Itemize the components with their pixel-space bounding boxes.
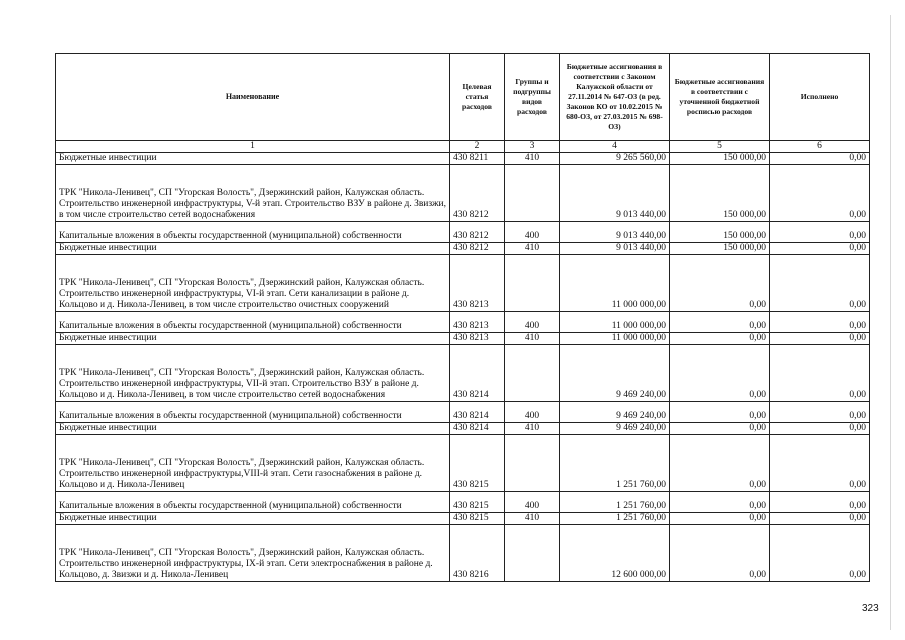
row-code: 430 8216 xyxy=(450,525,505,582)
row-group xyxy=(505,165,560,222)
table-row xyxy=(56,525,870,582)
row-executed: 0,00 xyxy=(770,513,870,525)
row-code: 430 8213 xyxy=(450,333,505,345)
row-code: 430 8214 xyxy=(450,345,505,402)
budget-table xyxy=(55,53,870,582)
row-name: ТРК "Никола-Ленивец", СП "Угорская Волость", Дзержинский район, Калужская область. Строительство инженерной инфраструктуры, V-й этап. Строительство ВЗУ в районе д. Звизжи, в том числе строительство сетей водоснабжения xyxy=(56,165,450,222)
row-executed: 0,00 xyxy=(770,255,870,312)
row-group xyxy=(505,525,560,582)
row-refined: 0,00 xyxy=(670,492,770,513)
row-name: Капитальные вложения в объекты государственной (муниципальной) собственности xyxy=(56,402,450,423)
table-row xyxy=(56,222,870,243)
header-refined: Бюджетные ассигнования в соответствии с уточненной бюджетной росписью расходов xyxy=(670,54,770,141)
row-executed: 0,00 xyxy=(770,402,870,423)
page-edge-line xyxy=(890,15,891,630)
row-code: 430 8214 xyxy=(450,402,505,423)
row-group: 410 xyxy=(505,423,560,435)
row-refined: 0,00 xyxy=(670,525,770,582)
row-assigned: 11 000 000,00 xyxy=(560,255,670,312)
col-number: 2 xyxy=(450,141,505,153)
row-refined: 0,00 xyxy=(670,312,770,333)
row-refined: 0,00 xyxy=(670,423,770,435)
column-number-row xyxy=(56,141,870,153)
row-assigned: 12 600 000,00 xyxy=(560,525,670,582)
header-row xyxy=(56,54,870,141)
row-group: 400 xyxy=(505,222,560,243)
header-name: Наименование xyxy=(56,54,450,141)
row-group xyxy=(505,435,560,492)
row-name: Бюджетные инвестиции xyxy=(56,513,450,525)
row-name: Бюджетные инвестиции xyxy=(56,423,450,435)
row-group: 400 xyxy=(505,492,560,513)
row-refined: 150 000,00 xyxy=(670,165,770,222)
row-assigned: 1 251 760,00 xyxy=(560,513,670,525)
row-refined: 0,00 xyxy=(670,513,770,525)
row-refined: 0,00 xyxy=(670,255,770,312)
row-name: Бюджетные инвестиции xyxy=(56,333,450,345)
row-code: 430 8213 xyxy=(450,255,505,312)
header-code: Целевая статья расходов xyxy=(450,54,505,141)
row-code: 430 8213 xyxy=(450,312,505,333)
row-executed: 0,00 xyxy=(770,423,870,435)
row-group: 410 xyxy=(505,243,560,255)
table-row xyxy=(56,312,870,333)
row-assigned: 9 013 440,00 xyxy=(560,222,670,243)
table-row xyxy=(56,243,870,255)
table-row xyxy=(56,402,870,423)
row-assigned: 1 251 760,00 xyxy=(560,492,670,513)
row-name: Капитальные вложения в объекты государственной (муниципальной) собственности xyxy=(56,492,450,513)
row-name: ТРК "Никола-Ленивец", СП "Угорская Волость", Дзержинский район, Калужская область. Строительство инженерной инфраструктуры,VIII-й этап. Сети газоснабжения в районе д. Кольцово и д. Никола-Ленивец xyxy=(56,435,450,492)
row-refined: 150 000,00 xyxy=(670,243,770,255)
col-number: 3 xyxy=(505,141,560,153)
row-executed: 0,00 xyxy=(770,243,870,255)
row-executed: 0,00 xyxy=(770,345,870,402)
page-number: 323 xyxy=(862,603,879,614)
row-executed: 0,00 xyxy=(770,525,870,582)
row-assigned: 11 000 000,00 xyxy=(560,312,670,333)
row-group: 410 xyxy=(505,333,560,345)
row-code: 430 8214 xyxy=(450,423,505,435)
table-row xyxy=(56,492,870,513)
row-group xyxy=(505,345,560,402)
header-executed: Исполнено xyxy=(770,54,870,141)
row-code: 430 8212 xyxy=(450,243,505,255)
row-assigned: 11 000 000,00 xyxy=(560,333,670,345)
row-assigned: 9 469 240,00 xyxy=(560,423,670,435)
row-refined: 150 000,00 xyxy=(670,153,770,165)
row-code: 430 8215 xyxy=(450,435,505,492)
row-code: 430 8212 xyxy=(450,165,505,222)
col-number: 5 xyxy=(670,141,770,153)
row-refined: 0,00 xyxy=(670,333,770,345)
table-row xyxy=(56,513,870,525)
row-refined: 150 000,00 xyxy=(670,222,770,243)
row-code: 430 8211 xyxy=(450,153,505,165)
row-code: 430 8215 xyxy=(450,513,505,525)
row-name: ТРК "Никола-Ленивец", СП "Угорская Волость", Дзержинский район, Калужская область. Строительство инженерной инфраструктуры, IX-й этап. Сети электроснабжения в районе д. Кольцово, д. Звизжи и д. Никола-Ленивец xyxy=(56,525,450,582)
row-group: 410 xyxy=(505,153,560,165)
row-refined: 0,00 xyxy=(670,435,770,492)
row-group: 400 xyxy=(505,312,560,333)
row-assigned: 9 265 560,00 xyxy=(560,153,670,165)
row-name: ТРК "Никола-Ленивец", СП "Угорская Волость", Дзержинский район, Калужская область. Строительство инженерной инфраструктуры, VI-й этап. Сети канализации в районе д. Кольцово и д. Никола-Ленивец, в том числе строительство очистных сооружений xyxy=(56,255,450,312)
header-group: Группы и подгруппы видов расходов xyxy=(505,54,560,141)
table-row xyxy=(56,333,870,345)
row-name: ТРК "Никола-Ленивец", СП "Угорская Волость", Дзержинский район, Калужская область. Строительство инженерной инфраструктуры, VII-й этап. Строительство ВЗУ в районе д. Кольцово и д. Никола-Ленивец, в том числе строительство сетей водоснабжения xyxy=(56,345,450,402)
table-row xyxy=(56,153,870,165)
col-number: 6 xyxy=(770,141,870,153)
row-executed: 0,00 xyxy=(770,492,870,513)
table-row xyxy=(56,165,870,222)
row-name: Бюджетные инвестиции xyxy=(56,243,450,255)
row-name: Бюджетные инвестиции xyxy=(56,153,450,165)
row-code: 430 8212 xyxy=(450,222,505,243)
row-group: 400 xyxy=(505,402,560,423)
row-name: Капитальные вложения в объекты государственной (муниципальной) собственности xyxy=(56,222,450,243)
row-code: 430 8215 xyxy=(450,492,505,513)
col-number: 1 xyxy=(56,141,450,153)
col-number: 4 xyxy=(560,141,670,153)
row-assigned: 1 251 760,00 xyxy=(560,435,670,492)
table-row xyxy=(56,345,870,402)
row-name: Капитальные вложения в объекты государственной (муниципальной) собственности xyxy=(56,312,450,333)
row-executed: 0,00 xyxy=(770,333,870,345)
row-executed: 0,00 xyxy=(770,165,870,222)
row-executed: 0,00 xyxy=(770,312,870,333)
row-assigned: 9 013 440,00 xyxy=(560,243,670,255)
row-refined: 0,00 xyxy=(670,345,770,402)
row-executed: 0,00 xyxy=(770,153,870,165)
table-row xyxy=(56,255,870,312)
row-group: 410 xyxy=(505,513,560,525)
row-assigned: 9 469 240,00 xyxy=(560,345,670,402)
row-group xyxy=(505,255,560,312)
table-row xyxy=(56,423,870,435)
row-assigned: 9 013 440,00 xyxy=(560,165,670,222)
table-row xyxy=(56,435,870,492)
row-executed: 0,00 xyxy=(770,222,870,243)
row-refined: 0,00 xyxy=(670,402,770,423)
header-assigned: Бюджетные ассигнования в соответствии с Законом Калужской области от 27.11.2014 № 647-ОЗ (в ред. Законов КО от 10.02.2015 № 680-ОЗ, от 27.03.2015 № 698-ОЗ) xyxy=(560,54,670,141)
row-executed: 0,00 xyxy=(770,435,870,492)
row-assigned: 9 469 240,00 xyxy=(560,402,670,423)
